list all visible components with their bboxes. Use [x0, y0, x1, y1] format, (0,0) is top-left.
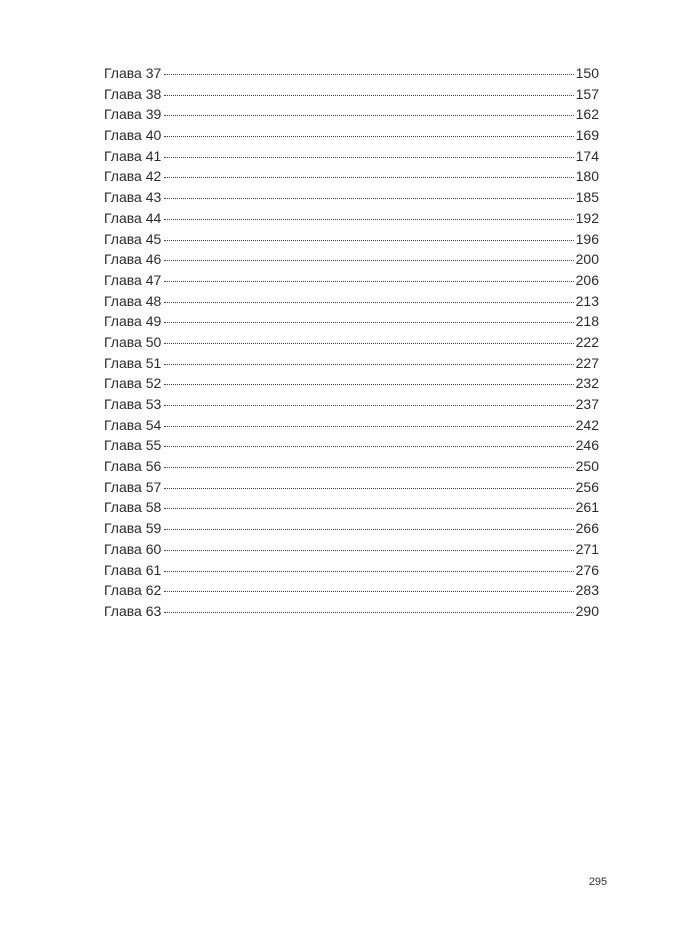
toc-entry: [104, 146, 599, 167]
toc-entry-page-number: 157: [575, 85, 599, 102]
toc-entry-page-number: 237: [575, 396, 599, 412]
toc-entry-page-number: 250: [575, 458, 599, 475]
toc-entry-title: Глава 53: [104, 396, 162, 412]
toc-entry: [104, 84, 599, 105]
toc-dot-leader: [164, 405, 573, 406]
toc-entry: [104, 456, 599, 477]
toc-entry-page-number: 256: [575, 478, 599, 495]
toc-entry-title: Глава 57: [104, 478, 162, 495]
toc-entry-page-number: 290: [575, 602, 599, 619]
toc-dot-leader: [164, 571, 573, 572]
toc-entry-page-number: 218: [575, 313, 599, 330]
toc-entry-title: Глава 41: [104, 147, 162, 164]
toc-entry: [104, 270, 599, 291]
toc-entry-title: Глава 43: [104, 189, 162, 206]
toc-entry: [104, 63, 599, 84]
toc-entry-title: Глава 60: [104, 540, 162, 557]
toc-entry: [104, 187, 599, 208]
toc-entry: [104, 332, 599, 353]
toc-entry: [104, 249, 599, 270]
toc-dot-leader: [164, 591, 573, 592]
toc-dot-leader: [164, 384, 573, 385]
toc-entry-page-number: 213: [575, 292, 599, 309]
toc-dot-leader: [164, 157, 573, 158]
toc-entry: [104, 353, 599, 374]
page-number: 295: [588, 876, 608, 888]
toc-entry-page-number: 150: [575, 65, 599, 81]
toc-entry-title: Глава 63: [104, 602, 162, 619]
toc-entry: [104, 601, 599, 622]
toc-entry-title: Глава 59: [104, 520, 162, 537]
toc-dot-leader: [164, 281, 573, 282]
toc-dot-leader: [164, 550, 573, 551]
toc-entry: [104, 166, 599, 187]
toc-entry: [104, 373, 599, 394]
toc-entry-title: Глава 56: [104, 458, 162, 475]
toc-entry-page-number: 196: [575, 230, 599, 247]
toc-entry-title: Глава 45: [104, 230, 162, 247]
toc-entry-page-number: 169: [575, 127, 599, 144]
toc-entry-page-number: 185: [575, 189, 599, 206]
toc-entry: [104, 229, 599, 250]
toc-entry-page-number: 246: [575, 437, 599, 454]
toc-dot-leader: [164, 219, 573, 220]
toc-entry-page-number: 174: [575, 147, 599, 164]
toc-dot-leader: [164, 488, 573, 489]
toc-entry-title: Глава 44: [104, 209, 162, 226]
toc-dot-leader: [164, 426, 573, 427]
toc-entry-page-number: 242: [575, 416, 599, 433]
toc-entry: [104, 497, 599, 518]
toc-entry-page-number: 200: [575, 251, 599, 268]
toc-dot-leader: [164, 95, 573, 96]
toc-dot-leader: [164, 508, 573, 509]
toc-entry-page-number: 180: [575, 168, 599, 185]
toc-entry-title: Глава 52: [104, 375, 162, 392]
toc-entry-page-number: 222: [575, 333, 599, 350]
toc-dot-leader: [164, 467, 573, 468]
toc-dot-leader: [164, 115, 573, 116]
toc-entry: [104, 580, 599, 601]
toc-dot-leader: [164, 612, 573, 613]
toc-entry-title: Глава 50: [104, 333, 162, 350]
toc-entry-page-number: 227: [575, 354, 599, 371]
toc-entry-page-number: 162: [575, 106, 599, 123]
toc-entry-title: Глава 62: [104, 582, 162, 599]
toc-entry-page-number: 271: [575, 540, 599, 557]
toc-entry: [104, 415, 599, 436]
toc-entry: [104, 435, 599, 456]
toc-entry: [104, 539, 599, 560]
toc-entry: [104, 125, 599, 146]
toc-entry: [104, 291, 599, 312]
toc-entry: [104, 311, 599, 332]
toc-dot-leader: [164, 136, 573, 137]
toc-entry: [104, 560, 599, 581]
toc-dot-leader: [164, 529, 573, 530]
toc-entry-title: Глава 61: [104, 561, 162, 578]
toc-entry-title: Глава 55: [104, 437, 162, 454]
toc-entry-title: Глава 38: [104, 85, 162, 102]
toc-entry-title: Глава 47: [104, 271, 162, 288]
toc-dot-leader: [164, 322, 573, 323]
toc-dot-leader: [164, 74, 573, 75]
toc-entry-title: Глава 54: [104, 416, 162, 433]
toc-entry-page-number: 283: [575, 582, 599, 599]
toc-entry-page-number: 192: [575, 209, 599, 226]
toc-entry-page-number: 276: [575, 561, 599, 578]
toc-dot-leader: [164, 364, 573, 365]
toc-entry: [104, 104, 599, 125]
toc-dot-leader: [164, 177, 573, 178]
toc-entry-title: Глава 40: [104, 127, 162, 144]
toc-entry: [104, 477, 599, 498]
toc-entry-page-number: 266: [575, 520, 599, 537]
toc-entry-title: Глава 39: [104, 106, 162, 123]
toc-entry-page-number: 232: [575, 375, 599, 392]
toc-entry-title: Глава 48: [104, 292, 162, 309]
table-of-contents: [104, 63, 599, 622]
toc-entry-title: Глава 58: [104, 499, 162, 516]
toc-dot-leader: [164, 240, 573, 241]
toc-entry: [104, 208, 599, 229]
toc-entry: [104, 518, 599, 539]
toc-entry-title: Глава 42: [104, 168, 162, 185]
toc-dot-leader: [164, 446, 573, 447]
toc-dot-leader: [164, 302, 573, 303]
toc-dot-leader: [164, 260, 573, 261]
toc-entry-title: Глава 37: [104, 65, 162, 81]
toc-entry-title: Глава 46: [104, 251, 162, 268]
toc-entry-page-number: 261: [575, 499, 599, 516]
toc-dot-leader: [164, 343, 573, 344]
toc-dot-leader: [164, 198, 573, 199]
toc-entry-title: Глава 49: [104, 313, 162, 330]
toc-entry-page-number: 206: [575, 271, 599, 288]
toc-entry-title: Глава 51: [104, 354, 162, 371]
toc-entry: [104, 394, 599, 415]
